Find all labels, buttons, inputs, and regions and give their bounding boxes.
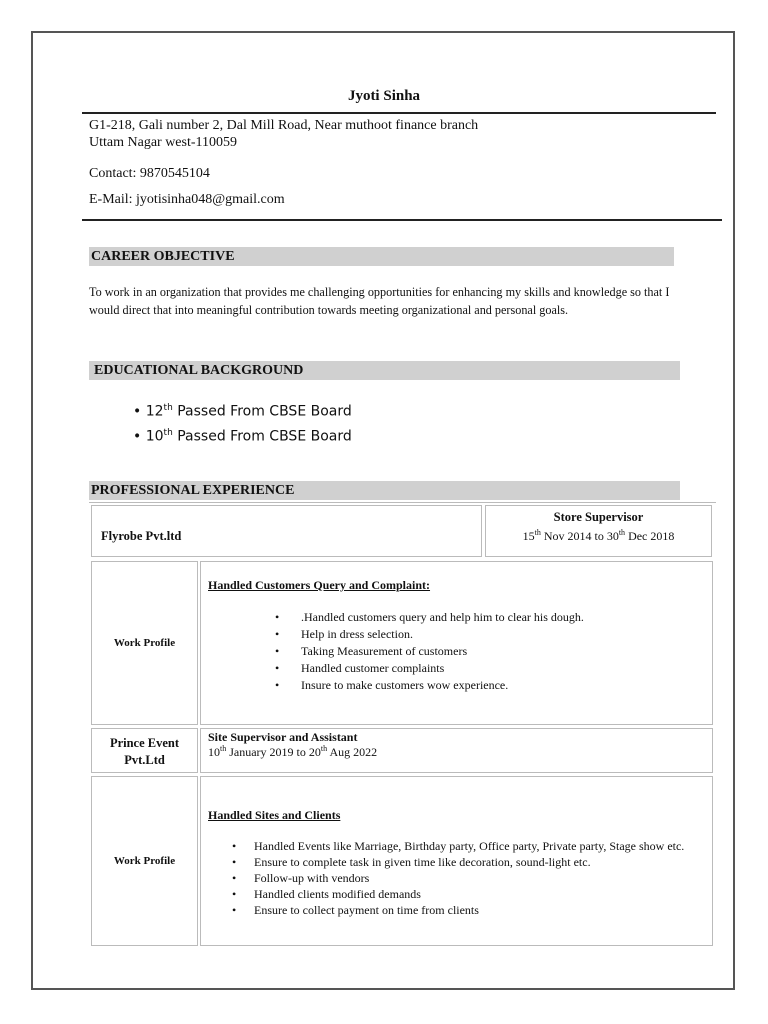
list-item: • Insure to make customers wow experience. (301, 677, 701, 694)
candidate-name: Jyoti Sinha (347, 88, 421, 104)
job2-company: Prince Event Pvt.Ltd (109, 736, 180, 767)
list-item: • Handled customer complaints (301, 660, 701, 677)
job1-role: Store Supervisor (553, 510, 644, 524)
job1-profile-label-cell (91, 561, 198, 725)
table-top-rule (89, 502, 716, 503)
list-item: • Handled Events like Marriage, Birthday party, Office party, Private party, Stage show etc. (254, 838, 704, 854)
job2-duty-list (254, 838, 704, 918)
header-rule (82, 112, 716, 114)
section-education: EDUCATIONAL BACKGROUND (89, 361, 680, 380)
job2-profile-label-cell (91, 776, 198, 946)
education-item: • 10th Passed From CBSE Board (133, 428, 352, 445)
job1-company: Flyrobe Pvt.ltd (101, 529, 182, 543)
list-item: • Help in dress selection. (301, 626, 701, 643)
address-line-2: Uttam Nagar west-110059 (89, 135, 237, 150)
section-professional-experience: PROFESSIONAL EXPERIENCE (89, 481, 680, 500)
career-objective-text: To work in an organization that provides me challenging opportunities for enhancing my skills and knowledge so that I would direct that into meaningful contribution towards meeting organizational and personal goals. (89, 285, 670, 317)
list-item: • Handled clients modified demands (254, 886, 704, 902)
bullet-icon: • (133, 428, 146, 445)
job2-dates: 10th January 2019 to 20th Aug 2022 (208, 744, 378, 759)
list-item: • .Handled customers query and help him to clear his dough. (301, 609, 701, 626)
email-line: E-Mail: jyotisinha048@gmail.com (89, 192, 285, 207)
job1-role-cell (485, 505, 712, 557)
job1-profile-cell (200, 561, 713, 725)
bullet-icon: • (133, 403, 146, 420)
job2-role: Site Supervisor and Assistant (208, 730, 358, 744)
education-item: • 12th Passed From CBSE Board (133, 403, 352, 420)
job2-company-cell (91, 728, 198, 773)
job2-profile-label: Work Profile (113, 855, 176, 867)
job1-dates: 15th Nov 2014 to 30th Dec 2018 (522, 528, 675, 543)
list-item: • Taking Measurement of customers (301, 643, 701, 660)
address-line-1: G1-218, Gali number 2, Dal Mill Road, Near muthoot finance branch (89, 118, 479, 133)
contact-line: Contact: 9870545104 (89, 166, 210, 181)
job1-profile-label: Work Profile (113, 637, 176, 649)
list-item: • Ensure to collect payment on time from clients (254, 902, 704, 918)
job1-company-cell (91, 505, 482, 557)
job2-role-cell (200, 728, 713, 773)
job2-profile-cell (200, 776, 713, 946)
job1-duty-list (301, 609, 701, 694)
list-item: • Ensure to complete task in given time like decoration, sound-light etc. (254, 854, 704, 870)
contact-rule (82, 219, 722, 221)
job2-profile-heading: Handled Sites and Clients (208, 808, 341, 822)
list-item: • Follow-up with vendors (254, 870, 704, 886)
job1-profile-heading: Handled Customers Query and Complaint: (208, 578, 431, 592)
section-career-objective: CAREER OBJECTIVE (89, 247, 674, 266)
